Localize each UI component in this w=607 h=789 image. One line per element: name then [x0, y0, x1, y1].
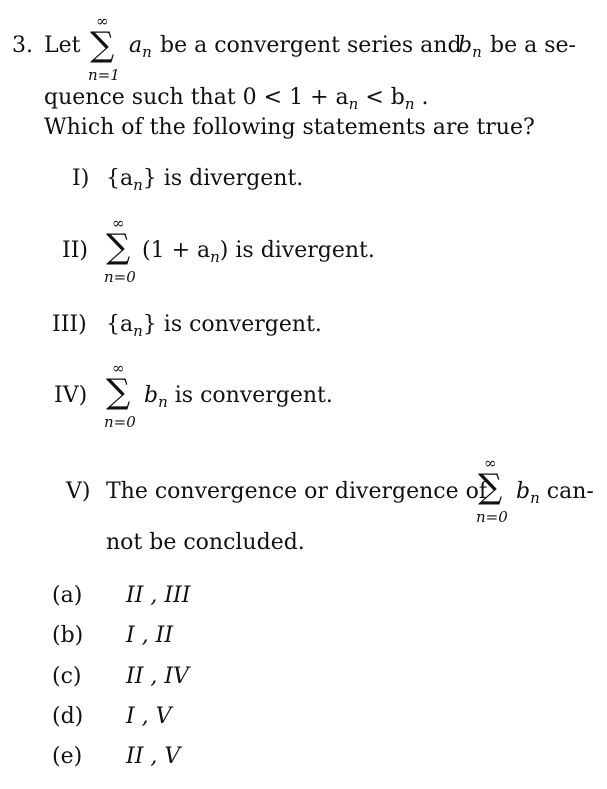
statement-v-tail: $b_n$ can-	[516, 479, 594, 507]
sequence-b-term: $b_n$	[458, 33, 482, 61]
choice-b-label: (b)	[52, 623, 84, 648]
statement-v-label: V)	[66, 479, 91, 504]
choice-d-label: (d)	[52, 704, 84, 729]
line2-text: quence such that $0 < 1 + a_n < b_n$ .	[44, 85, 429, 113]
line1-tail: be a se-	[490, 33, 576, 58]
statement-ii-label: II)	[62, 238, 88, 263]
statement-iii-text: $\{a_n\}$ is convergent.	[106, 312, 322, 340]
statement-ii-text: $(1 + a_n)$ is divergent.	[142, 238, 375, 266]
statement-v-text: The convergence or divergence of	[106, 479, 487, 504]
choice-e-label: (e)	[52, 744, 83, 769]
statement-iv-label: IV)	[54, 383, 88, 408]
sum-sign-v: ∞ ∑ n=0	[476, 454, 508, 526]
statement-iii-label: III)	[52, 312, 87, 337]
choice-c-label: (c)	[52, 664, 82, 689]
sum-sign-ii: ∞ ∑ n=0	[104, 214, 136, 286]
sum-sign-iv: ∞ ∑ n=0	[104, 359, 136, 431]
statement-iv-text: $b_n$ is convergent.	[144, 383, 333, 411]
series-a-term: $a_n$	[129, 33, 152, 61]
sum-upper-infinity: ∞	[96, 12, 109, 30]
choice-e-value: II , V	[126, 744, 181, 769]
problem-number: 3.	[12, 33, 33, 58]
statement-i-label: I)	[72, 166, 90, 191]
choice-b-value: I , II	[126, 623, 174, 648]
choice-d-value: I , V	[126, 704, 172, 729]
statement-v-line2: not be concluded.	[106, 530, 305, 555]
line1-text: be a convergent series and	[160, 33, 462, 58]
choice-a-label: (a)	[52, 583, 83, 608]
question-prompt: Which of the following statements are true?	[44, 115, 535, 140]
sum-sign-a	[90, 14, 124, 84]
sigma-symbol: ∑	[90, 25, 115, 65]
statement-i-text: $\{a_n\}$ is divergent.	[106, 166, 304, 194]
choice-c-value: II , IV	[126, 664, 189, 689]
sum-lower-index: n=1	[88, 66, 120, 84]
choice-a-value: II , III	[126, 583, 191, 608]
let-word: Let	[44, 33, 81, 58]
